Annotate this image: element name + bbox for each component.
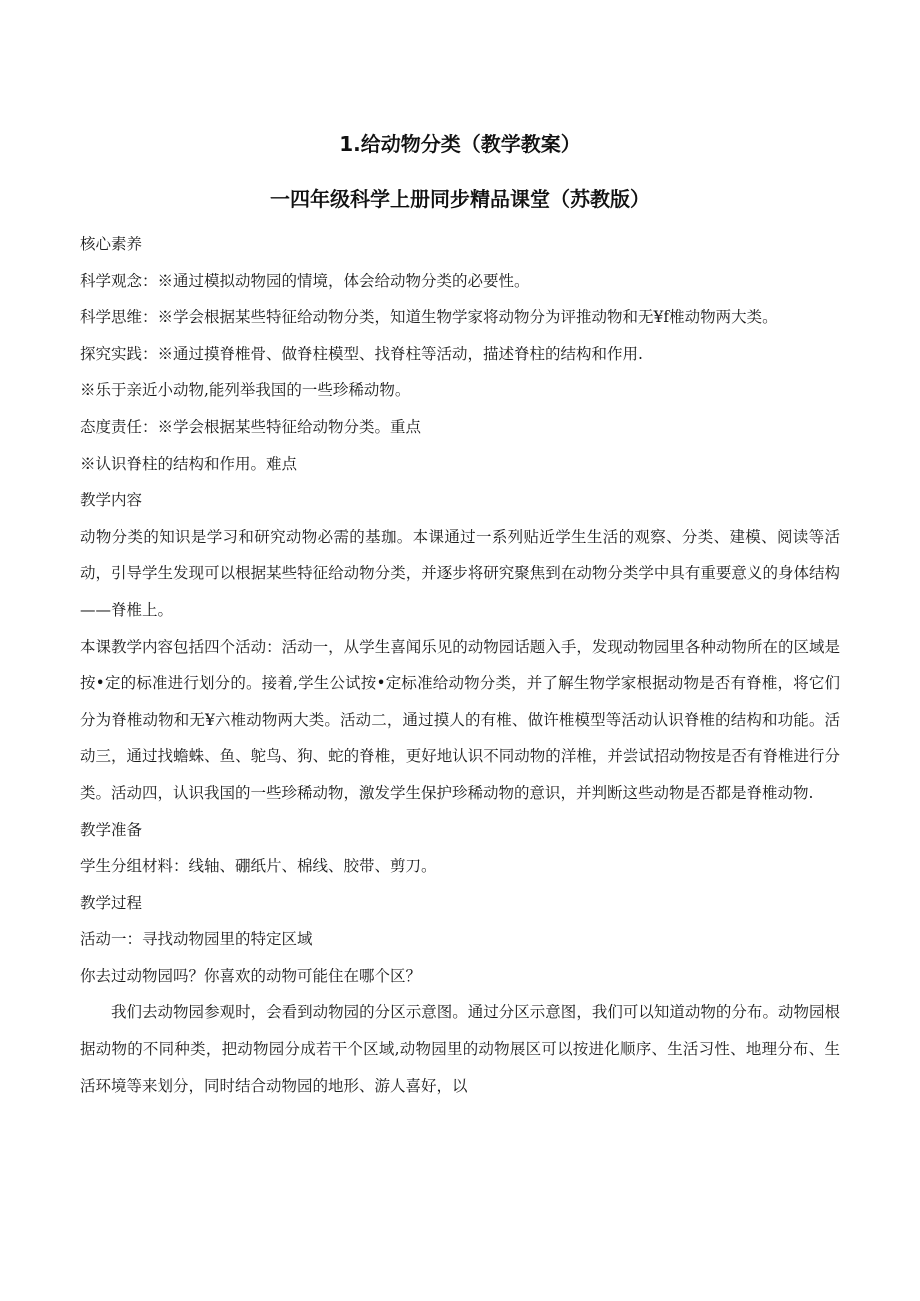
document-title: 1.给动物分类（教学教案）	[339, 132, 581, 156]
activity-1-heading: 活动一：寻找动物园里的特定区域	[80, 930, 313, 949]
content-paragraph-1: 动物分类的知识是学习和研究动物必需的基珈。本课通过一系列贴近学生生活的观察、分类、建模、阅读等活动，引导学生发现可以根据某些特征给动物分类，并逐步将研究聚焦到在动物分类学中具有重要意义的身体结构——脊椎上。	[80, 527, 840, 619]
prep-materials-text: 学生分组材料：线轴、硼纸片、棉线、胶带、剪刀。	[80, 857, 437, 876]
prep-heading: 教学准备	[80, 820, 143, 839]
science-concept-text: 科学观念：※通过模拟动物园的情境，体会给动物分类的必要性。	[80, 271, 530, 290]
content-heading: 教学内容	[80, 491, 143, 510]
question-text: 你去过动物园吗？你喜欢的动物可能住在哪个区？	[80, 966, 422, 985]
content-paragraph-2: 本课教学内容包括四个活动：活动一，从学生喜闻乐见的动物园话题入手，发现动物园里各种动物所在的区域是按•定的标准进行划分的。接着,学生公试按•定标准给动物分类，并了解生物学家根据动物是否有脊椎，将它们分为脊椎动物和无¥六椎动物两大类。活动二，通过摸人的有椎、做许椎模型等活动认识脊椎的结构和功能。活动三，通过找蟾蛛、鱼、鸵鸟、狗、蛇的脊椎，更好地认识不同动物的洋椎，并尝试招动物按是否有脊椎进行分类。活动四，认识我国的一些珍稀动物，激发学生保护珍稀动物的意识，并判断这些动物是否都是脊椎动物.	[80, 637, 840, 802]
inquiry-practice-text: 探究实践：※通过摸脊椎骨、做脊柱模型、找脊柱等活动，描述脊柱的结构和作用.	[80, 344, 643, 363]
final-paragraph: 我们去动物园参观时，会看到动物园的分区示意图。通过分区示意图，我们可以知道动物的分布。动物园根据动物的不同种类，把动物园分成若干个区域,动物园里的动物展区可以按进化顺序、生活习性、地理分布、生活环境等来划分，同时结合动物园的地形、游人喜好，以	[80, 1003, 840, 1095]
process-heading: 教学过程	[80, 893, 143, 912]
science-thinking-text: 科学思维：※学会根据某些特征给动物分类，知道生物学家将动物分为评推动物和无¥f椎动物两大类。	[80, 308, 778, 327]
document-subtitle: 一四年级科学上册同步精品课堂（苏教版）	[270, 187, 650, 211]
inquiry-practice-text-2: ※乐于亲近小动物,能列举我国的一些珍稀动物。	[80, 381, 411, 400]
document-body	[80, 226, 840, 1104]
core-literacy-heading: 核心素养	[80, 235, 143, 253]
attitude-text: 态度责任：※学会根据某些特征给动物分类。重点	[80, 417, 422, 436]
attitude-text-2: ※认识脊柱的结构和作用。难点	[80, 454, 298, 473]
